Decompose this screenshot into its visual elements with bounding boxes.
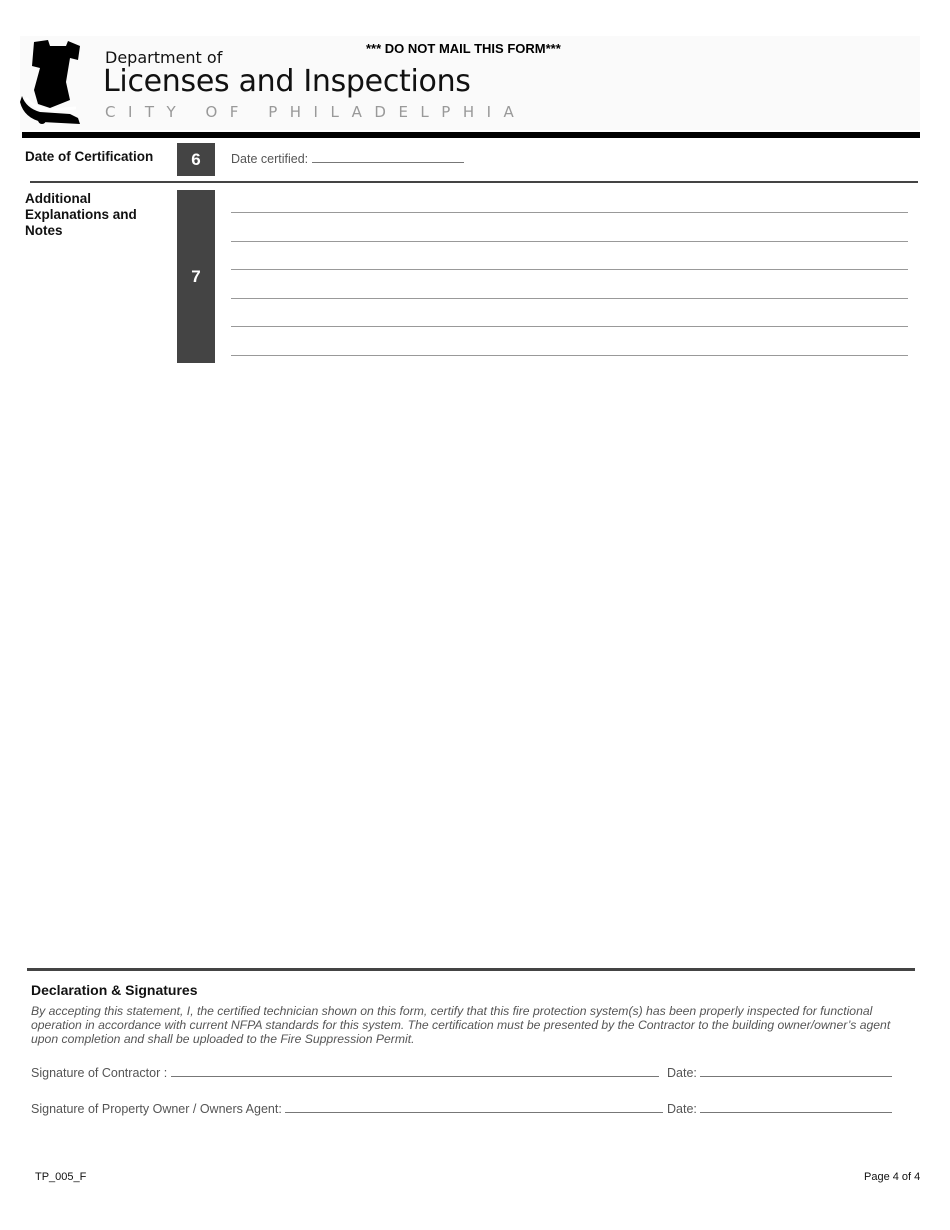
notes-line[interactable] (231, 326, 908, 327)
section-divider (30, 181, 918, 183)
contractor-signature-input[interactable] (171, 1064, 659, 1077)
liberty-bell-logo-icon (20, 38, 84, 124)
owner-signature-label: Signature of Property Owner / Owners Agent: (31, 1102, 282, 1116)
contractor-signature-field[interactable] (31, 1064, 659, 1080)
date-certified-label: Date certified: (231, 152, 309, 166)
owner-signature-field[interactable] (31, 1100, 663, 1116)
notes-line[interactable] (231, 298, 908, 299)
date-certified-input[interactable] (312, 150, 464, 163)
date-certified-field[interactable] (231, 150, 464, 166)
notes-line[interactable] (231, 355, 908, 356)
owner-date-field[interactable] (667, 1100, 892, 1116)
do-not-mail-notice: *** DO NOT MAIL THIS FORM*** (366, 41, 561, 56)
declaration-text: By accepting this statement, I, the certified technician shown on this form, certify that this fire protection system(s) has been properly inspected for functional operation in accordance with current NFPA standards for this system. The certification must be presented by the Contractor to the building owner/owner’s agent upon completion and shall be uploaded to the Fire Suppression Permit. (31, 1004, 891, 1046)
notes-line[interactable] (231, 212, 908, 213)
owner-date-input[interactable] (700, 1100, 892, 1113)
date-label: Date: (667, 1066, 697, 1080)
contractor-signature-label: Signature of Contractor : (31, 1066, 168, 1080)
owner-signature-input[interactable] (285, 1100, 663, 1113)
contractor-date-field[interactable] (667, 1064, 892, 1080)
contractor-date-input[interactable] (700, 1064, 892, 1077)
form-id: TP_005_F (35, 1171, 87, 1183)
city-name: CITY OF PHILADELPHIA (105, 103, 527, 121)
declaration-divider (27, 968, 915, 971)
section-6-number: 6 (177, 143, 215, 176)
notes-line[interactable] (231, 269, 908, 270)
agency-title: Licenses and Inspections (103, 64, 471, 99)
section-7-number: 7 (177, 190, 215, 363)
section-6-label: Date of Certification (25, 149, 154, 164)
notes-line[interactable] (231, 241, 908, 242)
date-label: Date: (667, 1102, 697, 1116)
section-7-label: Additional Explanations and Notes (25, 191, 137, 238)
page-number: Page 4 of 4 (864, 1171, 921, 1183)
header-divider (22, 132, 920, 138)
declaration-title: Declaration & Signatures (31, 982, 198, 998)
department-line: Department of (105, 48, 223, 67)
